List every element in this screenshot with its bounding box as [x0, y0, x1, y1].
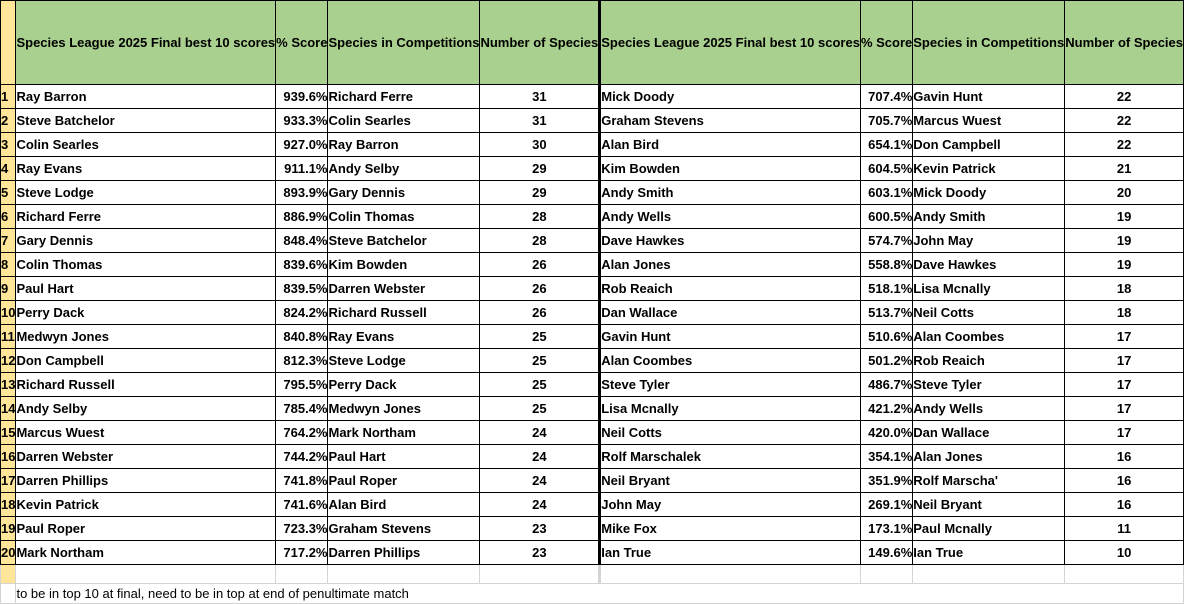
left-score-cell[interactable]: 893.9%: [276, 181, 328, 205]
table-row: [1, 109, 1184, 133]
left-count-cell[interactable]: 26: [480, 253, 599, 277]
right-count-cell[interactable]: 17: [1065, 349, 1184, 373]
row-index-cell[interactable]: 10: [1, 301, 16, 325]
left-count-cell[interactable]: 24: [480, 445, 599, 469]
left-score-cell[interactable]: 785.4%: [276, 397, 328, 421]
right-count-cell[interactable]: 22: [1065, 133, 1184, 157]
left-name-cell[interactable]: Medwyn Jones: [16, 325, 276, 349]
left-count-header[interactable]: Number of Species: [480, 1, 599, 85]
right-count-cell[interactable]: 22: [1065, 109, 1184, 133]
left-comp-name-cell[interactable]: Perry Dack: [328, 373, 480, 397]
left-count-cell[interactable]: 25: [480, 325, 599, 349]
right-score-cell[interactable]: 705.7%: [860, 109, 912, 133]
right-comp-name-cell[interactable]: Dave Hawkes: [913, 253, 1065, 277]
right-score-cell[interactable]: 707.4%: [860, 85, 912, 109]
table-row: [1, 277, 1184, 301]
row-index-cell[interactable]: 15: [1, 421, 16, 445]
left-count-cell[interactable]: 26: [480, 301, 599, 325]
left-score-cell[interactable]: 848.4%: [276, 229, 328, 253]
right-score-cell[interactable]: 654.1%: [860, 133, 912, 157]
row-index-cell[interactable]: 13: [1, 373, 16, 397]
left-count-cell[interactable]: 29: [480, 181, 599, 205]
right-score-cell[interactable]: 518.1%: [860, 277, 912, 301]
row-index-cell[interactable]: 17: [1, 469, 16, 493]
left-count-cell[interactable]: 24: [480, 493, 599, 517]
left-comp-name-cell[interactable]: Andy Selby: [328, 157, 480, 181]
left-comp-name-cell[interactable]: Paul Hart: [328, 445, 480, 469]
left-comp-name-cell[interactable]: Paul Roper: [328, 469, 480, 493]
right-comp-header[interactable]: Species in Competitions: [913, 1, 1065, 85]
left-score-cell[interactable]: 939.6%: [276, 85, 328, 109]
left-title-header[interactable]: Species League 2025 Final best 10 scores: [16, 1, 276, 85]
right-name-cell[interactable]: Steve Tyler: [601, 373, 861, 397]
left-name-cell[interactable]: Darren Webster: [16, 445, 276, 469]
left-score-cell[interactable]: 824.2%: [276, 301, 328, 325]
left-comp-name-cell[interactable]: Colin Thomas: [328, 205, 480, 229]
left-count-cell[interactable]: 26: [480, 277, 599, 301]
left-name-cell[interactable]: Mark Northam: [16, 541, 276, 565]
right-count-cell[interactable]: 18: [1065, 277, 1184, 301]
left-name-cell[interactable]: Perry Dack: [16, 301, 276, 325]
table-row: [1, 157, 1184, 181]
table-row: [1, 469, 1184, 493]
row-index-cell[interactable]: 11: [1, 325, 16, 349]
left-count-cell[interactable]: 29: [480, 157, 599, 181]
right-comp-name-cell[interactable]: Mick Doody: [913, 181, 1065, 205]
table-row: [1, 445, 1184, 469]
table-row: [1, 229, 1184, 253]
right-count-cell[interactable]: 17: [1065, 397, 1184, 421]
right-name-cell[interactable]: Alan Coombes: [601, 349, 861, 373]
row-index-cell[interactable]: 1: [1, 85, 16, 109]
right-count-cell[interactable]: 22: [1065, 85, 1184, 109]
table-row: [1, 541, 1184, 565]
right-comp-name-cell[interactable]: Paul Mcnally: [913, 517, 1065, 541]
table-row: [1, 181, 1184, 205]
right-name-cell[interactable]: Mick Doody: [601, 85, 861, 109]
left-comp-name-cell[interactable]: Gary Dennis: [328, 181, 480, 205]
left-score-cell[interactable]: 840.8%: [276, 325, 328, 349]
row-index-cell[interactable]: 16: [1, 445, 16, 469]
left-name-cell[interactable]: Steve Lodge: [16, 181, 276, 205]
left-score-cell[interactable]: 795.5%: [276, 373, 328, 397]
row-index-cell[interactable]: 12: [1, 349, 16, 373]
left-score-cell[interactable]: 717.2%: [276, 541, 328, 565]
right-score-cell[interactable]: 603.1%: [860, 181, 912, 205]
right-score-cell[interactable]: 600.5%: [860, 205, 912, 229]
left-name-cell[interactable]: Andy Selby: [16, 397, 276, 421]
right-comp-name-cell[interactable]: Alan Coombes: [913, 325, 1065, 349]
empty-cell[interactable]: [276, 565, 328, 584]
right-name-cell[interactable]: Kim Bowden: [601, 157, 861, 181]
empty-cell[interactable]: [860, 565, 912, 584]
right-score-cell[interactable]: 421.2%: [860, 397, 912, 421]
right-count-cell[interactable]: 19: [1065, 205, 1184, 229]
left-comp-name-cell[interactable]: Colin Searles: [328, 109, 480, 133]
empty-cell[interactable]: [16, 565, 276, 584]
right-name-cell[interactable]: Mike Fox: [601, 517, 861, 541]
table-row: [1, 373, 1184, 397]
right-count-cell[interactable]: 19: [1065, 229, 1184, 253]
header-gutter-cell[interactable]: [1, 1, 16, 85]
left-name-cell[interactable]: Steve Batchelor: [16, 109, 276, 133]
right-count-cell[interactable]: 11: [1065, 517, 1184, 541]
right-comp-name-cell[interactable]: Alan Jones: [913, 445, 1065, 469]
header-row: [1, 1, 1184, 85]
left-count-cell[interactable]: 28: [480, 205, 599, 229]
left-score-cell[interactable]: 741.6%: [276, 493, 328, 517]
left-name-cell[interactable]: Darren Phillips: [16, 469, 276, 493]
right-count-cell[interactable]: 17: [1065, 421, 1184, 445]
left-count-cell[interactable]: 24: [480, 421, 599, 445]
left-count-cell[interactable]: 31: [480, 85, 599, 109]
row-index-cell[interactable]: 8: [1, 253, 16, 277]
left-name-cell[interactable]: Ray Barron: [16, 85, 276, 109]
right-name-cell[interactable]: Gavin Hunt: [601, 325, 861, 349]
right-name-cell[interactable]: Andy Wells: [601, 205, 861, 229]
left-count-cell[interactable]: 31: [480, 109, 599, 133]
table-row: [1, 397, 1184, 421]
left-score-cell[interactable]: 933.3%: [276, 109, 328, 133]
row-index-cell[interactable]: 5: [1, 181, 16, 205]
right-comp-name-cell[interactable]: Rolf Marscha': [913, 469, 1065, 493]
left-comp-name-cell[interactable]: Ray Barron: [328, 133, 480, 157]
empty-row: [1, 565, 1184, 584]
right-score-cell[interactable]: 604.5%: [860, 157, 912, 181]
right-name-cell[interactable]: Neil Cotts: [601, 421, 861, 445]
right-comp-name-cell[interactable]: Steve Tyler: [913, 373, 1065, 397]
right-name-cell[interactable]: Dave Hawkes: [601, 229, 861, 253]
left-comp-name-cell[interactable]: Ray Evans: [328, 325, 480, 349]
table-row: [1, 325, 1184, 349]
left-score-cell[interactable]: 744.2%: [276, 445, 328, 469]
right-name-cell[interactable]: Graham Stevens: [601, 109, 861, 133]
right-count-cell[interactable]: 16: [1065, 445, 1184, 469]
right-name-cell[interactable]: Rolf Marschalek: [601, 445, 861, 469]
row-index-cell[interactable]: 6: [1, 205, 16, 229]
table-row: [1, 517, 1184, 541]
left-comp-name-cell[interactable]: Steve Batchelor: [328, 229, 480, 253]
right-score-header[interactable]: % Score: [860, 1, 912, 85]
right-score-cell[interactable]: 574.7%: [860, 229, 912, 253]
right-comp-name-cell[interactable]: Neil Cotts: [913, 301, 1065, 325]
right-score-cell[interactable]: 173.1%: [860, 517, 912, 541]
row-index-cell[interactable]: 7: [1, 229, 16, 253]
left-score-cell[interactable]: 723.3%: [276, 517, 328, 541]
right-name-cell[interactable]: Alan Bird: [601, 133, 861, 157]
row-index-cell[interactable]: 9: [1, 277, 16, 301]
left-count-cell[interactable]: 25: [480, 349, 599, 373]
empty-cell[interactable]: [1, 584, 16, 604]
right-score-cell[interactable]: 351.9%: [860, 469, 912, 493]
empty-cell[interactable]: [601, 565, 861, 584]
left-comp-name-cell[interactable]: Darren Phillips: [328, 541, 480, 565]
row-index-cell[interactable]: 20: [1, 541, 16, 565]
right-count-cell[interactable]: 21: [1065, 157, 1184, 181]
left-count-cell[interactable]: 28: [480, 229, 599, 253]
right-count-cell[interactable]: 17: [1065, 373, 1184, 397]
right-comp-name-cell[interactable]: Dan Wallace: [913, 421, 1065, 445]
empty-cell[interactable]: [1, 565, 16, 584]
right-comp-name-cell[interactable]: Marcus Wuest: [913, 109, 1065, 133]
right-comp-name-cell[interactable]: Gavin Hunt: [913, 85, 1065, 109]
right-name-cell[interactable]: Rob Reaich: [601, 277, 861, 301]
right-score-cell[interactable]: 501.2%: [860, 349, 912, 373]
right-title-header[interactable]: Species League 2025 Final best 10 scores: [601, 1, 861, 85]
left-comp-header[interactable]: Species in Competitions: [328, 1, 480, 85]
left-comp-name-cell[interactable]: Mark Northam: [328, 421, 480, 445]
left-comp-name-cell[interactable]: Richard Ferre: [328, 85, 480, 109]
left-name-cell[interactable]: Ray Evans: [16, 157, 276, 181]
row-index-cell[interactable]: 14: [1, 397, 16, 421]
left-comp-name-cell[interactable]: Steve Lodge: [328, 349, 480, 373]
row-index-cell[interactable]: 18: [1, 493, 16, 517]
left-count-cell[interactable]: 25: [480, 373, 599, 397]
left-count-cell[interactable]: 30: [480, 133, 599, 157]
left-comp-name-cell[interactable]: Graham Stevens: [328, 517, 480, 541]
left-score-cell[interactable]: 839.6%: [276, 253, 328, 277]
right-name-cell[interactable]: John May: [601, 493, 861, 517]
left-comp-name-cell[interactable]: Richard Russell: [328, 301, 480, 325]
left-score-cell[interactable]: 911.1%: [276, 157, 328, 181]
footnote-text[interactable]: to be in top 10 at final, need to be in top at end of penultimate match: [16, 584, 1184, 604]
right-comp-name-cell[interactable]: Neil Bryant: [913, 493, 1065, 517]
right-score-cell[interactable]: 513.7%: [860, 301, 912, 325]
right-comp-name-cell[interactable]: Kevin Patrick: [913, 157, 1065, 181]
right-count-cell[interactable]: 20: [1065, 181, 1184, 205]
table-row: [1, 421, 1184, 445]
right-name-cell[interactable]: Neil Bryant: [601, 469, 861, 493]
left-comp-name-cell[interactable]: Darren Webster: [328, 277, 480, 301]
empty-cell[interactable]: [913, 565, 1065, 584]
right-comp-name-cell[interactable]: Lisa Mcnally: [913, 277, 1065, 301]
row-index-cell[interactable]: 3: [1, 133, 16, 157]
left-comp-name-cell[interactable]: Medwyn Jones: [328, 397, 480, 421]
right-name-cell[interactable]: Andy Smith: [601, 181, 861, 205]
empty-cell[interactable]: [480, 565, 599, 584]
left-name-cell[interactable]: Richard Ferre: [16, 205, 276, 229]
left-count-cell[interactable]: 24: [480, 469, 599, 493]
right-score-cell[interactable]: 269.1%: [860, 493, 912, 517]
right-comp-name-cell[interactable]: Andy Smith: [913, 205, 1065, 229]
left-name-cell[interactable]: Paul Hart: [16, 277, 276, 301]
table-row: [1, 133, 1184, 157]
right-score-cell[interactable]: 486.7%: [860, 373, 912, 397]
right-score-cell[interactable]: 149.6%: [860, 541, 912, 565]
left-score-cell[interactable]: 886.9%: [276, 205, 328, 229]
left-name-cell[interactable]: Richard Russell: [16, 373, 276, 397]
right-comp-name-cell[interactable]: Rob Reaich: [913, 349, 1065, 373]
table-row: [1, 493, 1184, 517]
empty-cell[interactable]: [1065, 565, 1184, 584]
left-name-cell[interactable]: Colin Searles: [16, 133, 276, 157]
left-score-cell[interactable]: 741.8%: [276, 469, 328, 493]
left-comp-name-cell[interactable]: Alan Bird: [328, 493, 480, 517]
left-score-cell[interactable]: 927.0%: [276, 133, 328, 157]
left-name-cell[interactable]: Gary Dennis: [16, 229, 276, 253]
row-index-cell[interactable]: 2: [1, 109, 16, 133]
row-index-cell[interactable]: 4: [1, 157, 16, 181]
right-count-cell[interactable]: 18: [1065, 301, 1184, 325]
right-comp-name-cell[interactable]: Don Campbell: [913, 133, 1065, 157]
right-name-cell[interactable]: Alan Jones: [601, 253, 861, 277]
right-comp-name-cell[interactable]: John May: [913, 229, 1065, 253]
empty-cell[interactable]: [328, 565, 480, 584]
right-count-header[interactable]: Number of Species: [1065, 1, 1184, 85]
left-name-cell[interactable]: Kevin Patrick: [16, 493, 276, 517]
left-count-cell[interactable]: 23: [480, 517, 599, 541]
row-index-cell[interactable]: 19: [1, 517, 16, 541]
table-row: [1, 349, 1184, 373]
right-count-cell[interactable]: 19: [1065, 253, 1184, 277]
right-score-cell[interactable]: 510.6%: [860, 325, 912, 349]
right-count-cell[interactable]: 16: [1065, 493, 1184, 517]
left-comp-name-cell[interactable]: Kim Bowden: [328, 253, 480, 277]
left-name-cell[interactable]: Paul Roper: [16, 517, 276, 541]
left-score-cell[interactable]: 812.3%: [276, 349, 328, 373]
left-name-cell[interactable]: Colin Thomas: [16, 253, 276, 277]
left-count-cell[interactable]: 23: [480, 541, 599, 565]
table-row: [1, 253, 1184, 277]
table-row: [1, 205, 1184, 229]
right-score-cell[interactable]: 558.8%: [860, 253, 912, 277]
right-comp-name-cell[interactable]: Andy Wells: [913, 397, 1065, 421]
table-row: [1, 85, 1184, 109]
right-comp-name-cell[interactable]: Ian True: [913, 541, 1065, 565]
left-count-cell[interactable]: 25: [480, 397, 599, 421]
right-name-cell[interactable]: Lisa Mcnally: [601, 397, 861, 421]
right-name-cell[interactable]: Dan Wallace: [601, 301, 861, 325]
left-score-header[interactable]: % Score: [276, 1, 328, 85]
left-score-cell[interactable]: 764.2%: [276, 421, 328, 445]
right-count-cell[interactable]: 17: [1065, 325, 1184, 349]
left-score-cell[interactable]: 839.5%: [276, 277, 328, 301]
left-name-cell[interactable]: Marcus Wuest: [16, 421, 276, 445]
right-count-cell[interactable]: 16: [1065, 469, 1184, 493]
table-row: [1, 301, 1184, 325]
right-score-cell[interactable]: 420.0%: [860, 421, 912, 445]
right-count-cell[interactable]: 10: [1065, 541, 1184, 565]
right-score-cell[interactable]: 354.1%: [860, 445, 912, 469]
left-name-cell[interactable]: Don Campbell: [16, 349, 276, 373]
right-name-cell[interactable]: Ian True: [601, 541, 861, 565]
note-row: [1, 584, 1184, 604]
